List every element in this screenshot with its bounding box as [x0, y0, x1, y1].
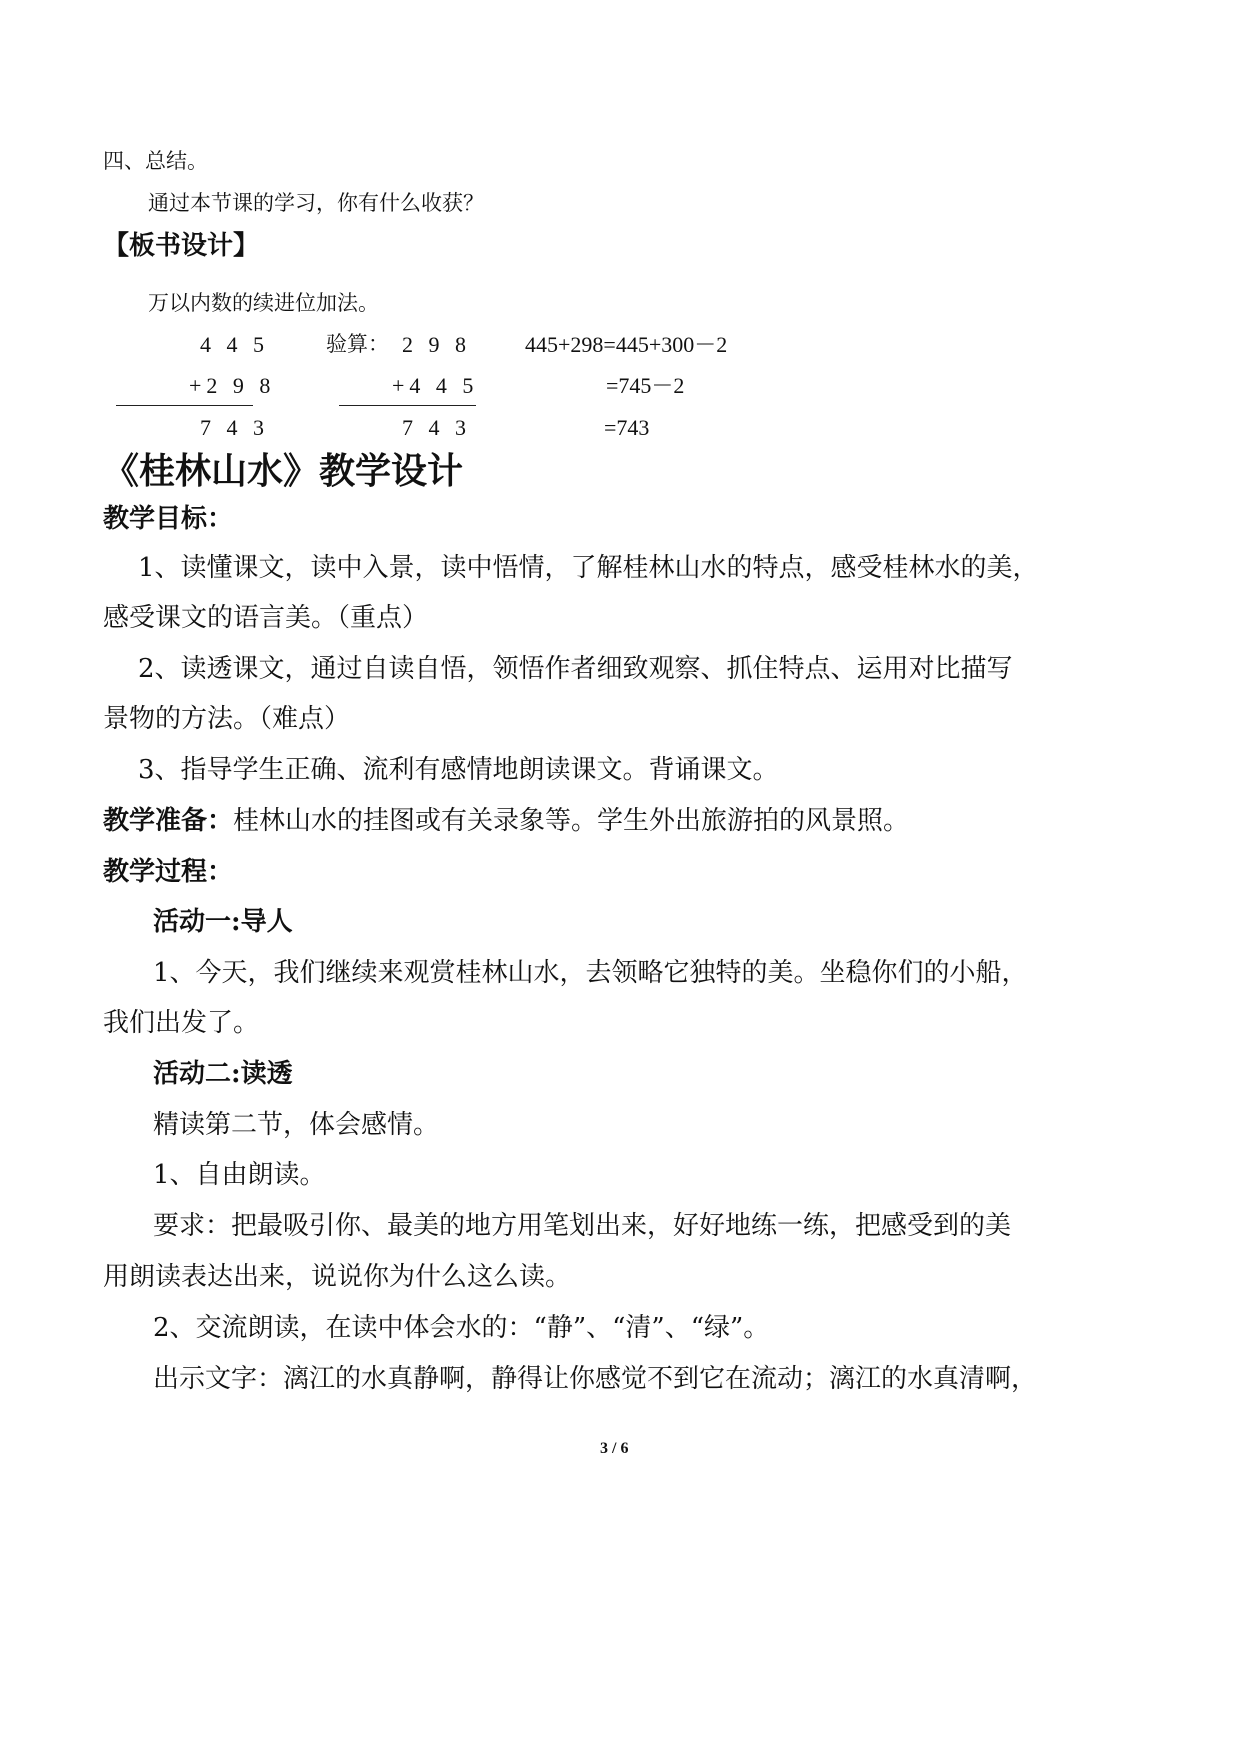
lesson-title: 《桂林山水》教学设计 — [103, 450, 464, 492]
calc2-top: 2 9 8 — [402, 332, 471, 357]
calc1-rule — [116, 405, 253, 406]
prep-label: 教学准备： — [103, 806, 234, 836]
activity2-intro: 精读第二节，体会感情。 — [153, 1110, 440, 1140]
goal2-line2: 景物的方法。（难点） — [103, 704, 351, 734]
calc2-rule — [339, 405, 476, 406]
board-heading: 【板书设计】 — [103, 231, 260, 261]
goal1-line1: 1、读懂课文，读中入景，读中悟情，了解桂林山水的特点，感受桂林水的美， — [138, 553, 1039, 583]
summary-question: 通过本节课的学习，你有什么收获？ — [148, 191, 484, 215]
calc1-result: 7 4 3 — [200, 415, 269, 440]
page-number: 3 / 6 — [600, 1440, 629, 1457]
activity2-req-line1: 要求：把最吸引你、最美的地方用笔划出来，好好地练一练，把感受到的美 — [153, 1211, 1012, 1241]
activity1-line2: 我们出发了。 — [103, 1008, 260, 1038]
goal2-line1: 2、读透课文，通过自读自悟，领悟作者细致观察、抓住特点、运用对比描写 — [138, 654, 1013, 684]
summary-heading: 四、总结。 — [103, 149, 208, 173]
activity2-req-line2: 用朗读表达出来，说说你为什么这么读。 — [103, 1262, 572, 1292]
activity1-line1: 1、今天，我们继续来观赏桂林山水，去领略它独特的美。坐稳你们的小船， — [153, 958, 1028, 988]
calc1-top: 4 4 5 — [200, 332, 269, 357]
activity2-title: 活动二:读透 — [153, 1059, 293, 1089]
calc1-addend: +2 9 8 — [189, 373, 276, 398]
board-topic: 万以内数的续进位加法。 — [148, 291, 379, 315]
goal1-line2: 感受课文的语言美。（重点） — [103, 603, 429, 633]
goal3: 3、指导学生正确、流利有感情地朗读课文。背诵课文。 — [138, 755, 779, 785]
verify-label: 验算： — [326, 332, 389, 356]
calc2-addend: +4 4 5 — [392, 373, 479, 398]
goals-label: 教学目标： — [103, 504, 234, 534]
prep-text: 桂林山水的挂图或有关录象等。学生外出旅游拍的风景照。 — [233, 806, 910, 836]
activity2-step1: 1、自由朗读。 — [153, 1160, 326, 1190]
activity2-show-text: 出示文字：漓江的水真静啊，静得让你感觉不到它在流动；漓江的水真清啊， — [153, 1364, 1038, 1394]
calc2-result: 7 4 3 — [402, 415, 471, 440]
activity2-step2: 2、交流朗读，在读中体会水的：“静”、“清”、“绿”。 — [153, 1313, 770, 1343]
activity1-title: 活动一:导人 — [153, 907, 293, 937]
calc3-line1: 445+298=445+300－2 — [525, 332, 728, 357]
calc3-line3: =743 — [604, 415, 650, 440]
process-label: 教学过程： — [103, 857, 234, 887]
calc3-line2: =745－2 — [606, 373, 685, 398]
